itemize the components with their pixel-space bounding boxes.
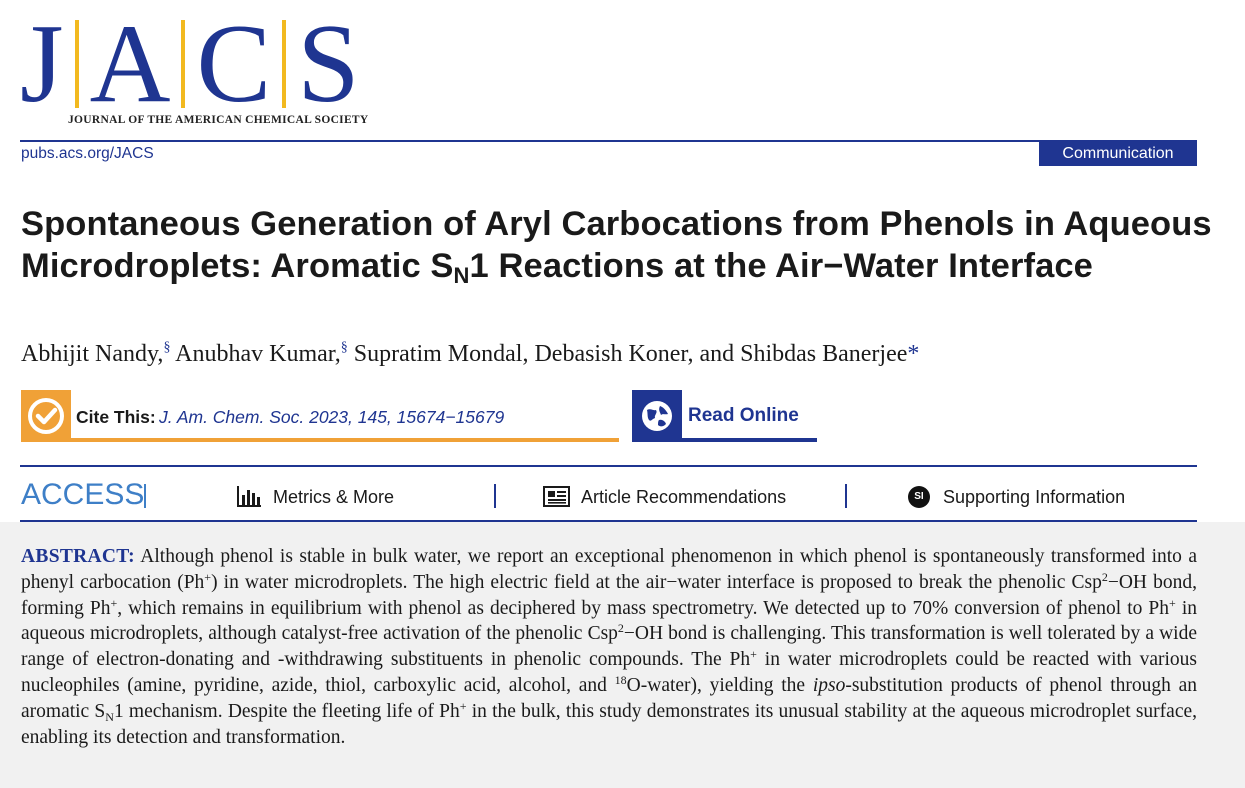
logo-divider [75, 20, 79, 108]
metrics-label: Metrics & More [273, 486, 395, 507]
logo-letter-s: S [297, 2, 360, 126]
si-badge-icon: SI [908, 486, 930, 508]
access-rule-top [20, 465, 1197, 467]
abstract-run: O-water), yielding the [626, 674, 813, 696]
read-online-button[interactable] [632, 390, 817, 442]
abstract-run: , which remains in equilibrium with phenol as deciphered by mass spectrometry. We detected up to 70% conversion of phenol to Ph [117, 597, 1170, 619]
abstract-italic: ipso [812, 674, 846, 696]
logo-divider [282, 20, 286, 108]
logo-letter-a: A [89, 2, 171, 126]
metrics-and-more-link[interactable] [235, 486, 394, 508]
superscript: + [110, 595, 118, 610]
article-title [21, 203, 1221, 297]
bar-chart-icon [235, 486, 263, 508]
header-rule [20, 140, 1197, 142]
title-part-1: Spontaneous Generation of Aryl Carbocations from Phenols in Aqueous Microdroplets: Aromatic S [21, 205, 1212, 285]
supporting-information-label: Supporting Information [943, 486, 1126, 507]
article-type-badge: Communication [1039, 141, 1197, 166]
cite-underline [21, 438, 619, 442]
logo-divider [181, 20, 185, 108]
superscript: 2 [617, 621, 624, 636]
tab-divider [845, 484, 847, 508]
subscript: N [105, 709, 114, 724]
abstract-run: in aqueous microdroplets, although catalyst-free activation of the phenolic Csp [21, 597, 1198, 645]
author-name[interactable]: Anubhav Kumar, [175, 341, 341, 367]
superscript: + [204, 569, 212, 584]
abstract-heading: ABSTRACT: [21, 546, 135, 567]
tab-divider [494, 484, 496, 508]
superscript: + [1169, 595, 1176, 610]
checkmark-icon [21, 390, 71, 442]
abstract-run: 1 mechanism. Despite the fleeting life of Ph [113, 700, 460, 722]
abstract-run: ) in water microdroplets. The high electric field at the air−water interface is proposed to break the phenolic Csp [211, 571, 1102, 593]
author-list [21, 340, 919, 368]
jacs-logo [20, 2, 400, 130]
supporting-information-link[interactable] [908, 486, 1125, 508]
read-online-label: Read Online [688, 405, 799, 426]
globe-icon [632, 390, 682, 442]
superscript: + [459, 698, 467, 713]
access-label: ACCESS [21, 478, 145, 511]
abstract-run: −OH bond, forming Ph [21, 571, 1197, 619]
journal-tagline: JOURNAL OF THE AMERICAN CHEMICAL SOCIETY [68, 114, 369, 126]
citation-reference[interactable]: J. Am. Chem. Soc. 2023, 145, 15674−15679 [159, 407, 505, 427]
title-subscript: N [453, 263, 470, 288]
author-name[interactable]: Abhijit Nandy, [21, 341, 164, 367]
superscript: + [750, 647, 757, 662]
logo-letter-c: C [196, 2, 272, 126]
abstract-run: −OH bond is challenging. This transformation is well tolerated by a wide range of electron-donating and -withdrawing substituents in phenolic compounds. The Ph [21, 623, 1197, 671]
author-names[interactable]: Supratim Mondal, Debasish Koner, and Shibdas Banerjee [353, 341, 908, 367]
abstract-run: -substitution products of phenol through an aromatic S [21, 674, 1197, 722]
journal-site-link[interactable]: pubs.acs.org/JACS [21, 145, 154, 162]
superscript: 2 [1101, 569, 1108, 584]
corresponding-author-mark[interactable]: * [907, 341, 920, 367]
cite-this-label: Cite This: [76, 407, 156, 427]
logo-letter-j: J [20, 2, 64, 126]
abstract-text [21, 544, 1197, 750]
abstract-run: in the bulk, this study demonstrates its unusual stability at the aqueous microdroplet surface, enabling its detection and transformation. [21, 700, 1198, 748]
equal-contribution-mark: § [340, 340, 348, 355]
read-online-underline [632, 438, 817, 442]
equal-contribution-mark: § [163, 340, 171, 355]
abstract-run: in water microdroplets could be reacted with various nucleophiles (amine, pyridine, azide, thiol, carboxylic acid, alcohol, and [21, 649, 1197, 696]
abstract-run: Although phenol is stable in bulk water, we report an exceptional phenomenon in which phenol is spontaneously transformed into a phenyl carbocation (Ph [21, 546, 1197, 593]
recommendations-label: Article Recommendations [581, 486, 787, 507]
title-part-2: 1 Reactions at the Air−Water Interface [469, 247, 1093, 285]
superscript: 18 [614, 672, 627, 687]
article-recommendations-link[interactable] [543, 486, 786, 508]
cite-this-box[interactable] [21, 390, 619, 442]
access-divider [144, 484, 146, 508]
newspaper-icon [543, 486, 571, 508]
